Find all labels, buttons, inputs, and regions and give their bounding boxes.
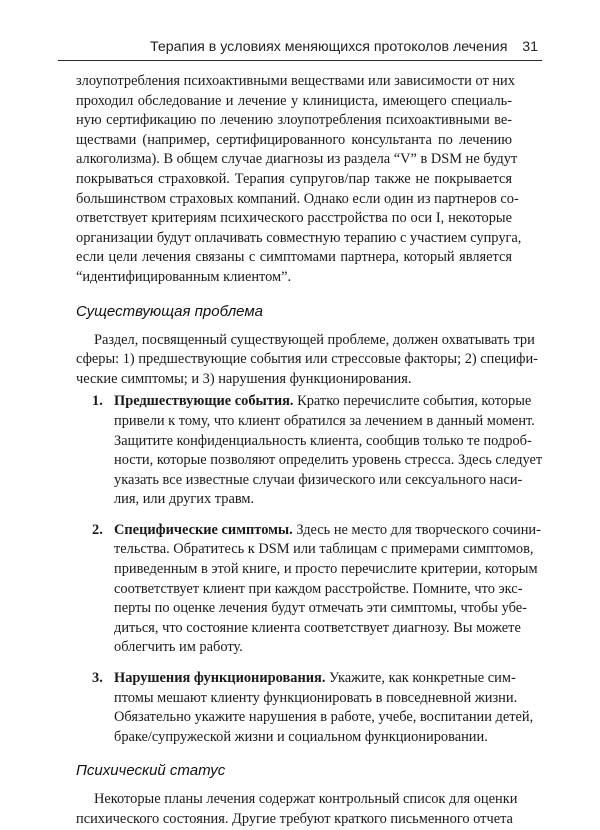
intro-paragraph <box>76 72 522 288</box>
text-line: “идентифицированным клиентом”. <box>76 268 292 285</box>
item-title: Нарушения функционирования. <box>114 670 326 687</box>
list-item-3 <box>92 669 534 747</box>
text-line: соответствует клиент при каждом расстройстве. Помните, что экс- <box>114 580 523 597</box>
section2-paragraph <box>76 790 518 829</box>
text-line: проходил обследование и лечение у клинициста, имеющего специаль- <box>76 92 512 109</box>
list-item-2 <box>92 521 541 658</box>
text-line: диться, что состояние клиента соответствует диагнозу. Вы можете <box>114 619 521 636</box>
text-line: Обязательно укажите нарушения в работе, учебе, воспитании детей, <box>114 709 534 726</box>
list-item-1 <box>92 392 543 510</box>
text-line: ответствует критериям психического расстройства по оси I, некоторые <box>76 210 512 227</box>
text-line: Некоторые планы лечения содержат контрольный список для оценки <box>94 791 518 808</box>
text-line: тельства. Обратитесь к DSM или таблицам с примерами симптомов, <box>114 541 534 558</box>
text-line: ческие симптомы; и 3) нарушения функционирования. <box>76 370 412 387</box>
text-line: организации будут оплачивать совместную терапию с участием супруга, <box>76 229 522 246</box>
text-line: птомы мешают клиенту функционировать в повседневной жизни. <box>114 689 518 706</box>
item-number: 2. <box>92 521 103 538</box>
text-line: приведенным в этой книге, и просто перечислите критерии, которым <box>114 561 538 578</box>
page-number: 31 <box>522 39 538 55</box>
section-heading-existing-problem: Существующая проблема <box>76 302 263 320</box>
item-title: Предшествующие события. <box>114 393 294 410</box>
text-line: покрываться страховкой. Терапия супругов/пар также не покрывается <box>76 170 512 187</box>
text-line: перты по оценке лечения будут отмечать эти симптомы, чтобы убе- <box>114 600 527 617</box>
item-number: 1. <box>92 393 103 410</box>
text-line: если цели лечения связаны с симптомами партнера, который является <box>76 249 512 266</box>
text-line: ности, которые позволяют определить уровень стресса. Здесь следует <box>114 452 543 469</box>
section-heading-mental-status: Психический статус <box>76 762 226 780</box>
text-line: психического состояния. Другие требуют краткого письменного отчета <box>76 811 513 827</box>
page-body <box>76 72 543 830</box>
text-line: Раздел, посвященный существующей проблеме, должен охватывать три <box>94 331 535 348</box>
text-line: браке/супружеской жизни и социальном функционировании. <box>114 728 488 745</box>
item-text: Укажите, как конкретные сим- <box>329 670 516 687</box>
numbered-list <box>92 389 543 747</box>
section1-intro <box>76 331 538 390</box>
text-line: ществами (например, сертифицированного консультанта по лечению <box>76 131 512 148</box>
text-line: лия, или других травм. <box>114 491 255 508</box>
item-text: Здесь не место для творческого сочини- <box>296 521 541 538</box>
text-line: Защитите конфиденциальность клиента, сообщив только те подроб- <box>114 432 532 449</box>
text-line: указать все известные случаи физического или сексуального наси- <box>114 471 523 488</box>
item-number: 3. <box>92 670 103 687</box>
text-line: алкоголизма). В общем случае диагнозы из раздела “V” в DSM не будут <box>76 151 518 168</box>
text-line: большинством страховых компаний. Однако если один из партнеров со- <box>76 190 519 207</box>
item-text: Кратко перечислите события, которые <box>297 393 532 410</box>
text-line: злоупотребления психоактивными веществами или зависимости от них <box>76 73 515 89</box>
text-line: сферы: 1) предшествующие события или стрессовые факторы; 2) специфи- <box>76 351 538 368</box>
item-title: Специфические симптомы. <box>114 521 293 538</box>
text-line: облегчить им работу. <box>114 639 243 656</box>
running-title: Терапия в условиях меняющихся протоколов лечения <box>150 39 508 55</box>
running-header <box>58 38 542 61</box>
text-line: привели к тому, что клиент обратился за лечением в данный момент. <box>114 412 535 429</box>
text-line: ную сертификацию по лечению злоупотребления психоактивными ве- <box>76 112 512 129</box>
